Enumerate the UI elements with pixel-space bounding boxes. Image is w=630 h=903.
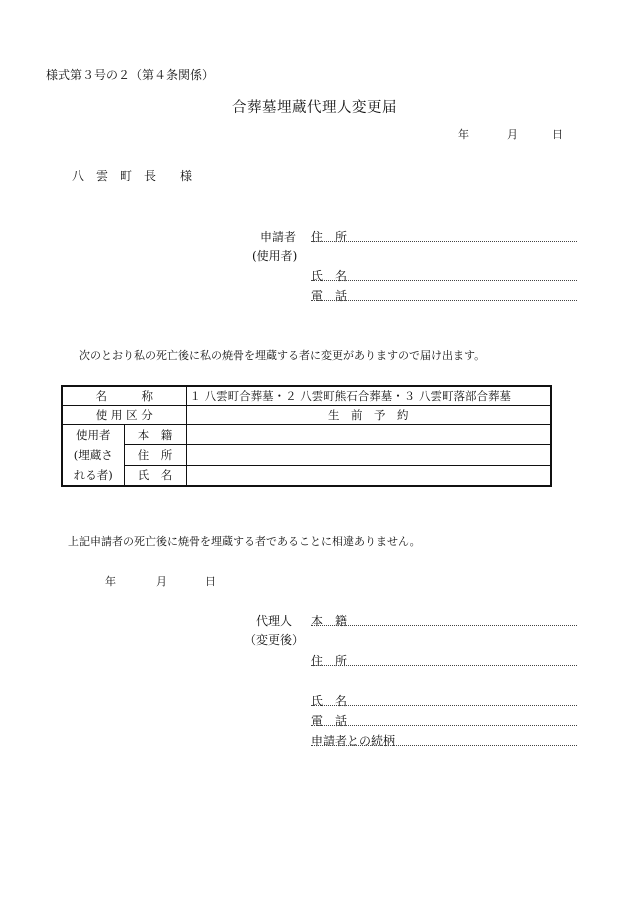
honseki-field[interactable]: [186, 425, 551, 445]
date-bottom-year: 年: [105, 575, 116, 588]
applicant-sublabel: (使用者): [252, 249, 298, 263]
form-number: 様式第３号の２（第４条関係）: [46, 68, 215, 82]
applicant-name-field[interactable]: [311, 280, 577, 281]
applicant-phone-label: 電 話: [311, 289, 348, 303]
applicant-address-label: 住 所: [311, 230, 348, 244]
user-name-label: 氏 名: [124, 465, 186, 486]
agent-name-label: 氏 名: [311, 694, 348, 708]
user-name-field[interactable]: [186, 465, 551, 486]
user-group-line-1: 使用者: [76, 428, 111, 442]
agent-honseki-field[interactable]: [311, 625, 577, 626]
table-row: [62, 465, 551, 486]
address-field[interactable]: [186, 445, 551, 465]
table-row: [62, 406, 551, 425]
applicant-address-field[interactable]: [311, 241, 577, 242]
date-top-day: 日: [552, 128, 563, 141]
info-table: [61, 385, 552, 487]
name-header: 名 称: [62, 386, 186, 406]
agent-label: 代理人: [256, 614, 293, 628]
table-row: [62, 386, 551, 406]
agent-name-field[interactable]: [311, 705, 577, 706]
agent-address-field[interactable]: [311, 665, 577, 666]
agent-address-label: 住 所: [311, 654, 348, 668]
applicant-label: 申請者: [260, 230, 297, 244]
agent-honseki-label: 本 籍: [311, 614, 348, 628]
agent-phone-field[interactable]: [311, 725, 577, 726]
address-label: 住 所: [124, 445, 186, 465]
user-group-line-2: (埋蔵さ: [73, 448, 113, 462]
agent-sublabel: （変更後）: [244, 633, 305, 647]
applicant-name-label: 氏 名: [311, 269, 348, 283]
agent-relation-field[interactable]: [311, 745, 577, 746]
usage-value: 生 前 予 約: [186, 406, 551, 425]
honseki-label: 本 籍: [124, 425, 186, 445]
date-top-month: 月: [507, 128, 518, 141]
table-row: [62, 445, 551, 465]
date-top-year: 年: [458, 128, 469, 141]
table-row: [62, 425, 551, 445]
agent-phone-label: 電 話: [311, 714, 348, 728]
confirmation-text: 上記申請者の死亡後に焼骨を埋蔵する者であることに相違ありません。: [68, 535, 421, 548]
name-value: １ 八雲町合葬墓・２ 八雲町熊石合葬墓・３ 八雲町落部合葬墓: [186, 386, 551, 406]
date-bottom-month: 月: [156, 575, 167, 588]
user-group-line-3: れる者): [73, 468, 113, 482]
date-bottom-day: 日: [205, 575, 216, 588]
addressee: 八 雲 町 長 様: [72, 169, 193, 183]
user-group-label: [62, 425, 124, 487]
applicant-phone-field[interactable]: [311, 300, 577, 301]
statement-text: 次のとおり私の死亡後に私の焼骨を埋蔵する者に変更がありますので届け出ます。: [79, 349, 486, 362]
usage-header: 使 用 区 分: [62, 406, 186, 425]
page-title: 合葬墓埋蔵代理人変更届: [232, 100, 397, 116]
agent-relation-label: 申請者との続柄: [311, 734, 396, 748]
